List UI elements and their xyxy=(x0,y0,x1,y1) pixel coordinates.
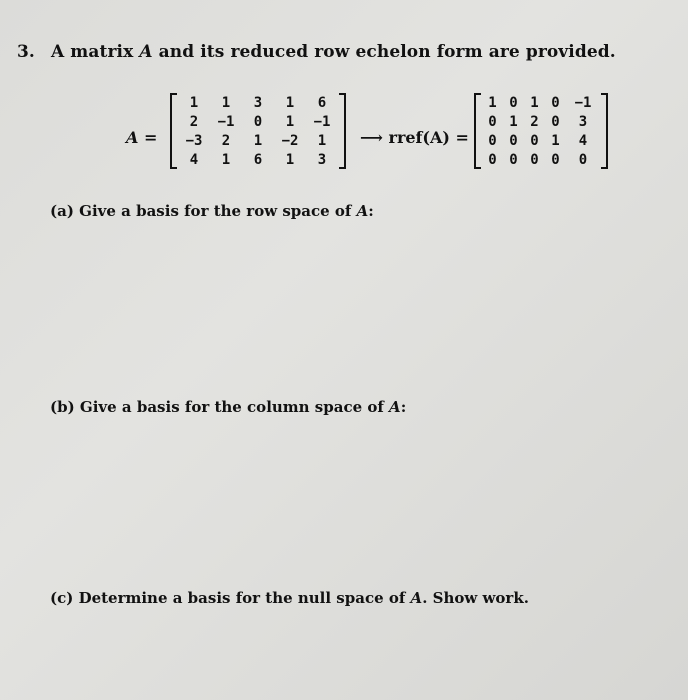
matrix-row xyxy=(178,150,338,169)
matrix-cell: −3 xyxy=(185,132,203,149)
matrix-cell: 3 xyxy=(317,151,327,168)
matrix-cell: 1 xyxy=(189,94,199,111)
matrix-cell: 0 xyxy=(551,151,560,168)
part-label: (b) xyxy=(50,398,75,416)
rref-arrow-label: ⟶ rref(A) = xyxy=(360,128,469,147)
matrix-cell: 1 xyxy=(488,94,497,111)
part-c-question xyxy=(50,589,529,607)
matrix-symbol: A xyxy=(139,42,153,62)
part-symbol: A xyxy=(356,202,369,220)
matrix-row xyxy=(482,112,600,131)
matrix-cell: 0 xyxy=(488,151,497,168)
part-symbol: A xyxy=(389,398,401,416)
matrix-cell: 0 xyxy=(509,132,518,149)
matrix-cell: −1 xyxy=(313,113,331,130)
matrix-cell: 1 xyxy=(285,94,295,111)
part-b-question xyxy=(50,398,406,416)
matrix-row xyxy=(482,131,600,150)
part-tail: : xyxy=(368,202,374,220)
matrix-cell: 0 xyxy=(578,151,588,168)
matrix-cell: 4 xyxy=(578,132,588,149)
matrix-row xyxy=(482,93,600,112)
problem-heading xyxy=(17,42,616,62)
matrix-cell: 2 xyxy=(221,132,231,149)
matrix-cell: 1 xyxy=(530,94,539,111)
part-text: Give a basis for the column space of xyxy=(79,398,384,416)
statement-prefix: A matrix xyxy=(50,42,134,62)
matrix-cell: 1 xyxy=(221,151,231,168)
matrix-cell: 0 xyxy=(551,94,560,111)
matrix-row xyxy=(178,131,338,150)
matrix-cell: 3 xyxy=(253,94,263,111)
part-label: (a) xyxy=(50,202,74,220)
matrix-cell: 1 xyxy=(285,113,295,130)
matrix-row xyxy=(482,150,600,169)
matrix-cell: −1 xyxy=(574,94,592,111)
left-bracket xyxy=(474,93,481,169)
matrix-cell: 0 xyxy=(488,132,497,149)
matrix-cell: 3 xyxy=(578,113,588,130)
right-bracket xyxy=(339,93,346,169)
equation-lhs: A = xyxy=(126,128,158,147)
matrix-cell: 4 xyxy=(189,151,199,168)
matrix-cell: 6 xyxy=(317,94,327,111)
matrix-cell: 0 xyxy=(488,113,497,130)
part-text: Determine a basis for the null space of xyxy=(78,589,406,607)
part-tail: : xyxy=(400,398,407,416)
matrix-cell: 0 xyxy=(509,151,518,168)
part-tail: . Show work. xyxy=(422,589,529,607)
left-bracket xyxy=(170,93,177,169)
matrix-cell: 2 xyxy=(530,113,539,130)
statement-suffix: and its reduced row echelon form are provided. xyxy=(158,42,616,62)
part-symbol: A xyxy=(410,589,423,607)
matrix-cell: 1 xyxy=(253,132,263,149)
problem-number: 3. xyxy=(17,42,35,62)
matrix-cell: 0 xyxy=(530,132,539,149)
matrix-cell: 1 xyxy=(221,94,231,111)
part-a-question xyxy=(50,202,374,220)
matrix-cell: 2 xyxy=(189,113,199,130)
matrix-cell: −1 xyxy=(217,113,235,130)
matrix-cell: 1 xyxy=(285,151,295,168)
matrix-row xyxy=(178,93,338,112)
part-label: (c) xyxy=(50,589,74,607)
matrix-cell: 0 xyxy=(509,94,518,111)
matrix-cell: 1 xyxy=(317,132,327,149)
matrix-cell: 1 xyxy=(551,132,560,149)
matrix-a xyxy=(178,93,338,169)
matrix-cell: −2 xyxy=(281,132,299,149)
matrix-cell: 6 xyxy=(253,151,263,168)
right-bracket xyxy=(601,93,608,169)
matrix-cell: 0 xyxy=(530,151,539,168)
matrix-cell: 0 xyxy=(551,113,560,130)
matrix-cell: 1 xyxy=(509,113,518,130)
matrix-rref xyxy=(482,93,600,169)
matrix-row xyxy=(178,112,338,131)
part-text: Give a basis for the row space of xyxy=(79,202,352,220)
matrix-cell: 0 xyxy=(253,113,263,130)
